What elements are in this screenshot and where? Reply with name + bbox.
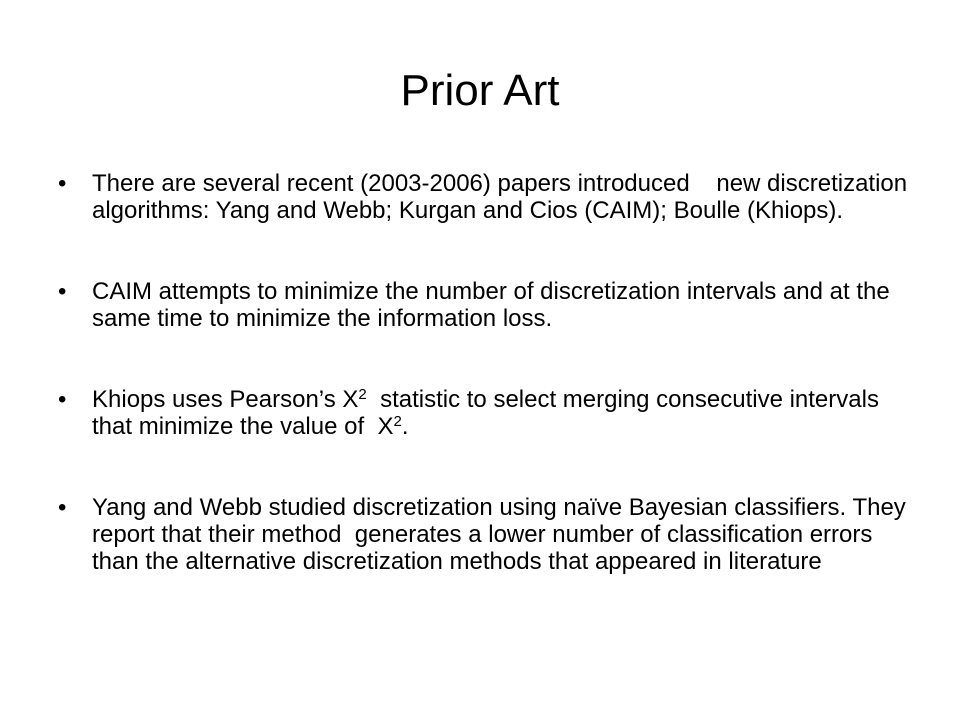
khiops-text-part-1: Khiops uses Pearson’s X: [92, 386, 359, 413]
slide-title: Prior Art: [400, 66, 560, 115]
khiops-text-part-2: statistic to select merging consecutive intervals that minimize the value of X: [92, 386, 886, 440]
superscript-2: 2: [358, 386, 367, 403]
bullet-item-khiops: [58, 386, 908, 440]
bullet-item-caim: • CAIM attempts to minimize the number of discretization intervals and at the same time to minimize the information loss.: [58, 278, 908, 332]
superscript-2: 2: [393, 413, 402, 430]
bullet-item-new-algorithms: • There are several recent (2003-2006) papers introduced new discretization algorithms: Yang and Webb; Kurgan and Cios (CAIM); Boulle (Khiops).: [58, 170, 908, 224]
bullet-list: [58, 170, 914, 629]
khiops-text-part-3: .: [401, 413, 409, 440]
bullet-item-yang-webb: • Yang and Webb studied discretization using naïve Bayesian classifiers. They report that their method generates a lower number of classification errors than the alternative discretization methods that appeared in literature: [58, 494, 908, 575]
